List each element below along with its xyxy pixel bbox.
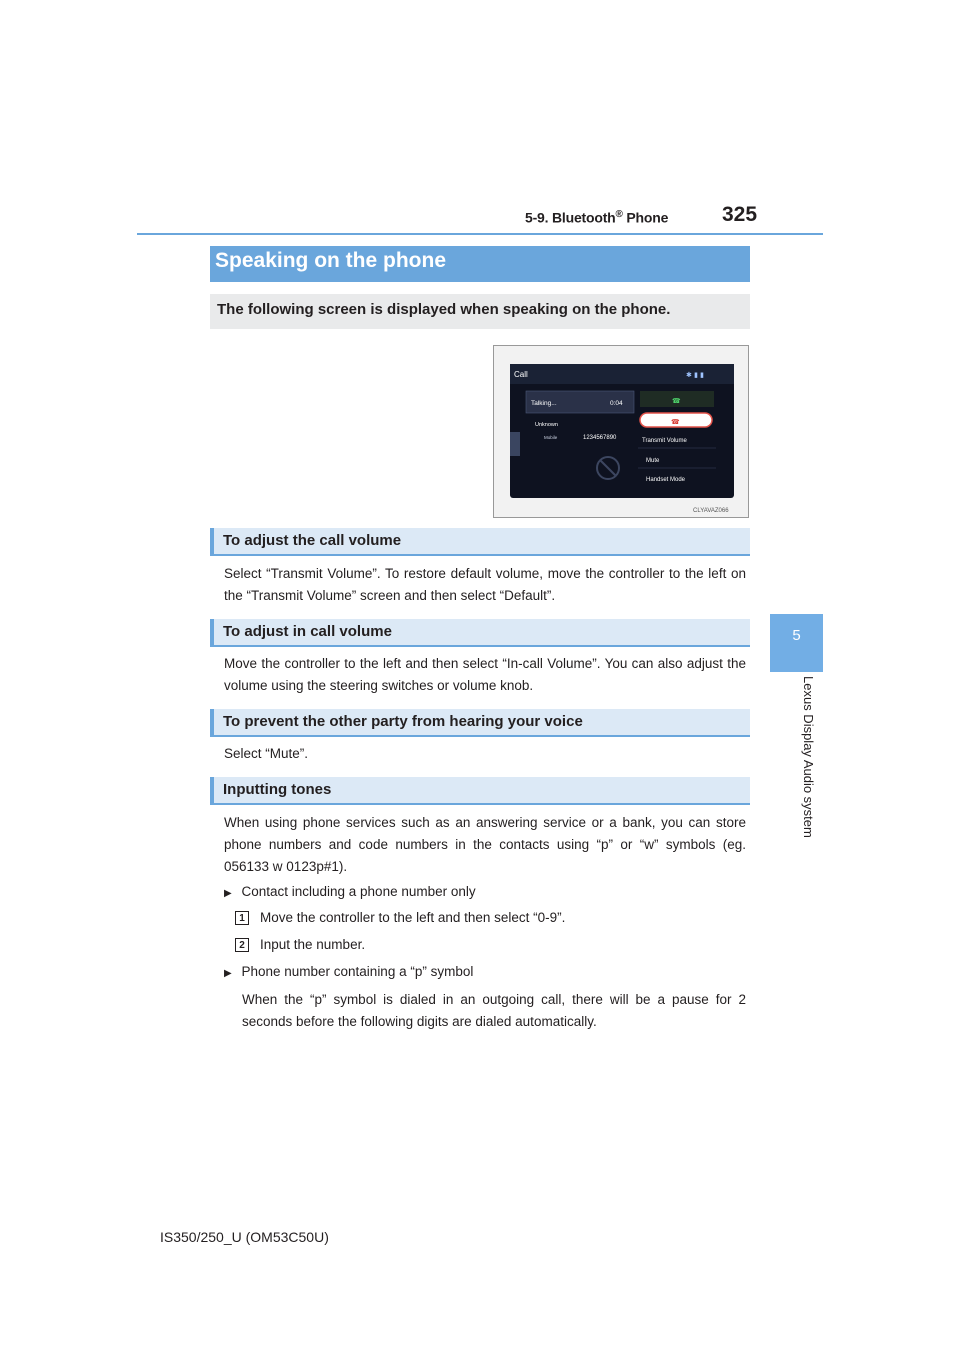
menu-transmit-volume: Transmit Volume [642, 438, 687, 444]
line-type: Mobile [544, 435, 558, 440]
screen-title: Call [514, 370, 528, 379]
page-title: Speaking on the phone [215, 249, 447, 272]
section-heading-mute: To prevent the other party from hearing your voice [223, 713, 583, 730]
chapter-number: 5 [792, 627, 801, 644]
section-text-mute: Select “Mute”. [224, 746, 309, 761]
section-heading-tones: Inputting tones [223, 781, 332, 798]
section-header-accent [210, 709, 214, 737]
step-number-box: 1 [235, 911, 249, 925]
step-number-box: 2 [235, 938, 249, 952]
bullet-arrow-icon: ▶ [224, 968, 232, 979]
step-text: Move the controller to the left and then select “0-9”. [260, 910, 566, 925]
menu-handset-mode: Handset Mode [646, 477, 686, 483]
call-status: Talking... [531, 400, 557, 407]
bullet-label: Contact including a phone number only [241, 884, 476, 899]
intro-text: The following screen is displayed when speaking on the phone. [217, 301, 671, 318]
step-text: Input the number. [260, 937, 366, 952]
bullet-text: When the “p” symbol is dialed in an outgoing call, there will be a pause for 2 seconds before the following digits are dialed automatically. [242, 992, 746, 1029]
running-header: 5-9. Bluetooth® Phone [525, 209, 669, 226]
section-heading-call-volume: To adjust the call volume [223, 532, 402, 549]
section-header-accent [210, 619, 214, 647]
end-call-icon: ☎ [671, 418, 680, 426]
page-number: 325 [722, 203, 758, 226]
section-header-accent [210, 777, 214, 805]
phone-icon: ☎ [672, 397, 681, 405]
caller-name: Unknown [535, 422, 558, 428]
footer-model-code: IS350/250_U (OM53C50U) [160, 1229, 329, 1245]
section-header-accent [210, 528, 214, 556]
section-text-in-call-volume: Move the controller to the left and then select “In-call Volume”. You can also adjust the volume using the steering switches or volume knob. [224, 656, 746, 693]
bullet-item [224, 884, 476, 899]
bluetooth-icon: ✱ ▮ ▮ [686, 371, 705, 379]
section-text-call-volume: Select “Transmit Volume”. To restore default volume, move the controller to the left on the “Transmit Volume” screen and then select “Default”. [224, 566, 746, 603]
chapter-label: Lexus Display Audio system [801, 676, 816, 838]
menu-mute: Mute [646, 458, 660, 464]
section-text-tones: When using phone services such as an answering service or a bank, you can store phone numbers and code numbers in the contacts using “p” or “w” symbols (eg. 056133 w 0123p#1). [224, 815, 746, 874]
call-screen-figure [493, 345, 749, 518]
figure-code: CLYAVAZ066 [693, 508, 729, 514]
call-timer: 0:04 [610, 400, 623, 407]
section-heading-in-call-volume: To adjust in call volume [223, 623, 392, 640]
caller-number: 1234567890 [583, 435, 617, 441]
bullet-item [224, 964, 473, 979]
header-rule [137, 233, 823, 235]
bullet-arrow-icon: ▶ [224, 888, 232, 899]
bullet-label: Phone number containing a “p” symbol [241, 964, 474, 979]
